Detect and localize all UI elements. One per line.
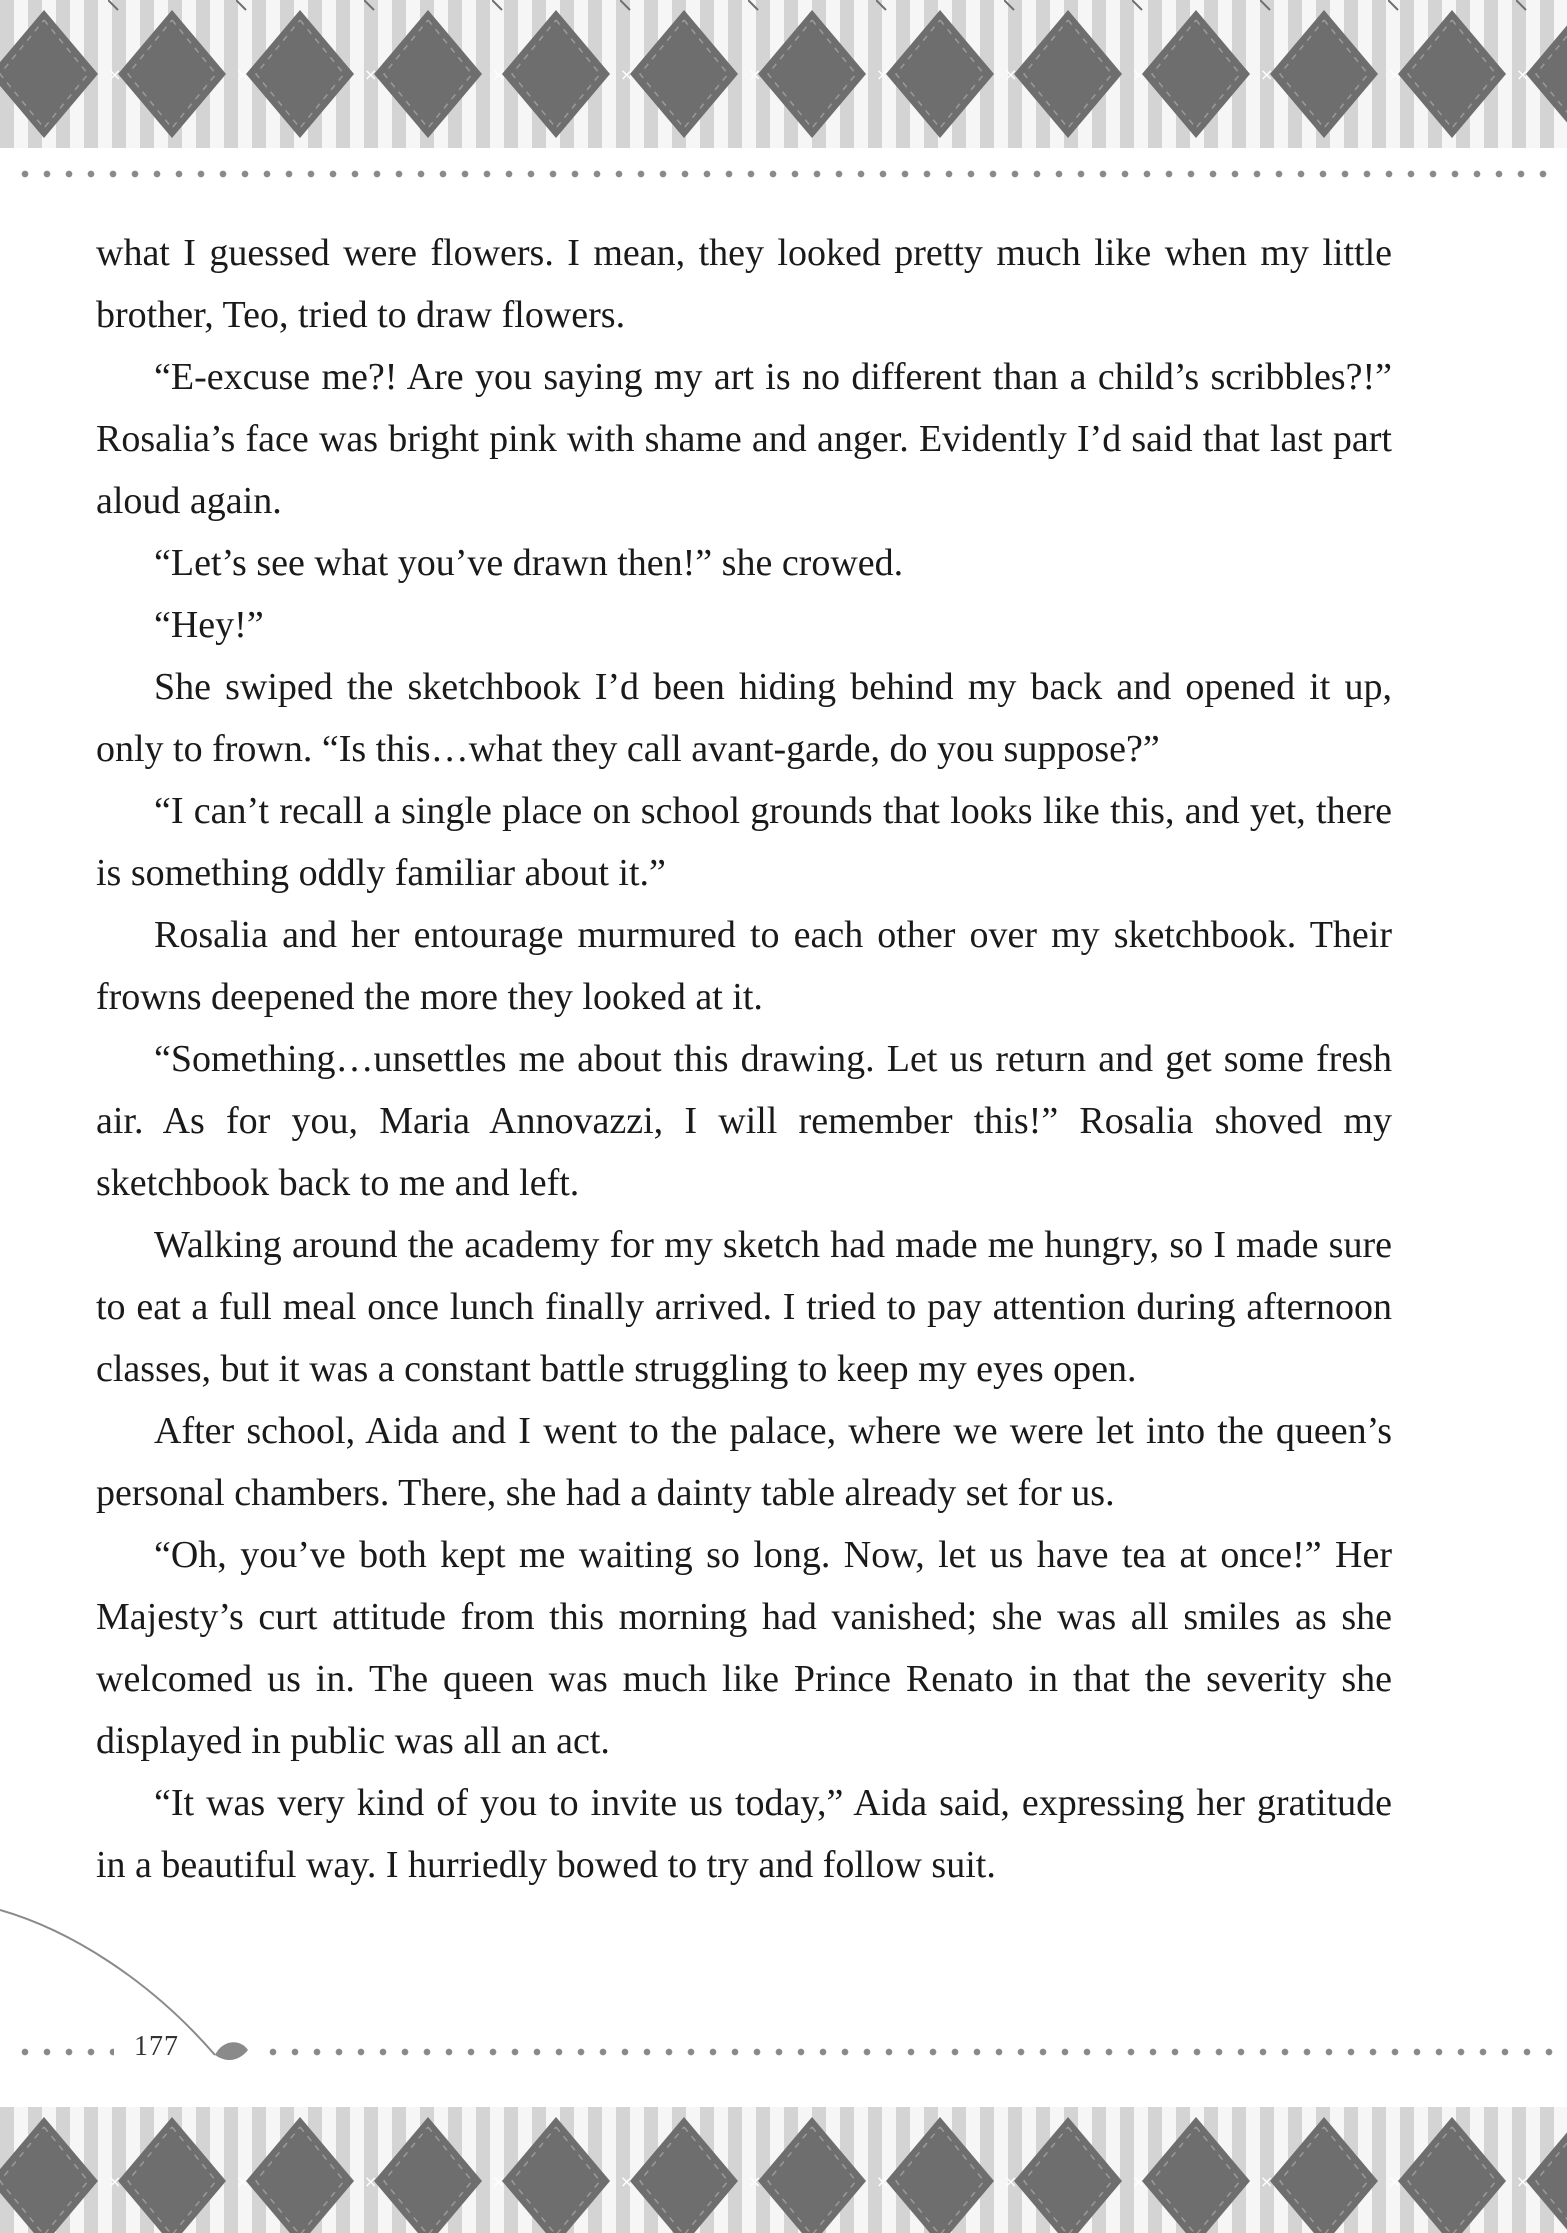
paragraph: what I guessed were flowers. I mean, they looked pretty much like when my little brother, Teo, tried to draw flowers. <box>96 232 1392 336</box>
paragraph: “E-excuse me?! Are you saying my art is no different than a child’s scribbles?!” Rosalia’s face was bright pink with shame and anger. Evidently I’d said that last part aloud again. <box>96 356 1392 522</box>
swirl-vine-ornament-icon <box>0 1890 260 2070</box>
page-body-text <box>96 222 1392 1896</box>
dotted-divider-top <box>14 170 1554 178</box>
paragraph: Walking around the academy for my sketch had made me hungry, so I made sure to eat a full meal once lunch finally arrived. I tried to pay attention during afternoon classes, but it was a constant battle struggling to keep my eyes open. <box>96 1224 1392 1390</box>
dotted-divider-bottom-right <box>262 2048 1554 2056</box>
dotted-divider-bottom-left <box>14 2048 114 2056</box>
paragraph: Rosalia and her entourage murmured to each other over my sketchbook. Their frowns deepened the more they looked at it. <box>96 914 1392 1018</box>
bottom-border-band <box>0 2107 1567 2233</box>
top-border-band <box>0 0 1567 148</box>
paragraph: “Let’s see what you’ve drawn then!” she crowed. <box>154 542 904 584</box>
paragraph: “I can’t recall a single place on school grounds that looks like this, and yet, there is something oddly familiar about it.” <box>96 790 1392 894</box>
argyle-diamond-pattern-top <box>0 0 1567 148</box>
paragraph: “It was very kind of you to invite us today,” Aida said, expressing her gratitude in a beautiful way. I hurriedly bowed to try and follow suit. <box>96 1782 1392 1886</box>
argyle-diamond-pattern-bottom <box>0 2107 1567 2233</box>
paragraph: After school, Aida and I went to the palace, where we were let into the queen’s personal chambers. There, she had a dainty table already set for us. <box>96 1410 1392 1514</box>
paragraph: She swiped the sketchbook I’d been hiding behind my back and opened it up, only to frown. “Is this…what they call avant-garde, do you suppose?” <box>96 666 1392 770</box>
paragraph: “Hey!” <box>154 604 264 646</box>
page-number: 177 <box>134 2031 179 2062</box>
paragraph: “Something…unsettles me about this drawing. Let us return and get some fresh air. As for you, Maria Annovazzi, I will remember this!” Rosalia shoved my sketchbook back to me and left. <box>96 1038 1392 1204</box>
paragraph: “Oh, you’ve both kept me waiting so long. Now, let us have tea at once!” Her Majesty’s curt attitude from this morning had vanished; she was all smiles as she welcomed us in. The queen was much like Prince Renato in that the severity she displayed in public was all an act. <box>96 1534 1392 1762</box>
